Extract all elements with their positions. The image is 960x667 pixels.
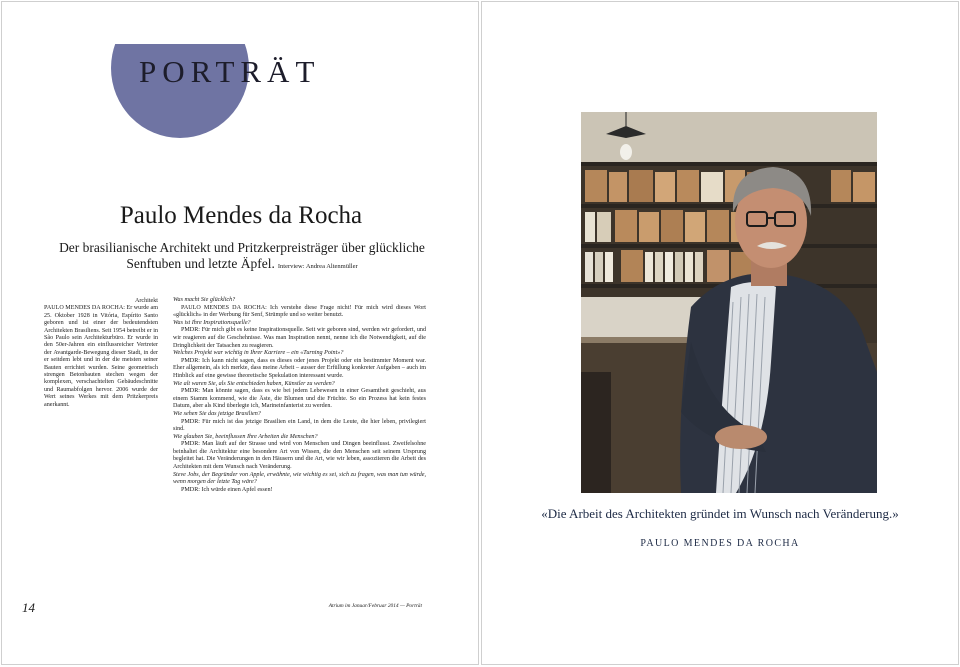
interview-question: Was ist Ihre Inspirationsquelle? xyxy=(173,319,251,326)
interview-question: Wie sehen Sie das jetzige Brasilien? xyxy=(173,410,261,417)
article-title: Paulo Mendes da Rocha xyxy=(119,202,363,229)
interview-answer: PMDR: Ich würde einen Apfel essen! xyxy=(181,486,273,493)
left-page xyxy=(1,1,479,665)
interview-question: Welches Projekt war wichtig in Ihrer Karriere – ein «Turning Point»? xyxy=(173,350,344,357)
section-title: PORTRÄT xyxy=(139,54,321,89)
interview-answer: PMDR: Für mich gibt es keine Inspirationsquelle. Seit wir geboren sind, werden wir gefordert, und wir reagieren auf die Geschehnisse. Was man Inspiration nennt, nenne ich die Notwendigkeit, auf die Dringlichkeit der Tatsachen zu reagieren. xyxy=(173,327,426,349)
interview-answer: PMDR: Man läuft auf der Strasse und wird von Menschen und Dingen beeinflusst. Zweifelsohne beinhaltet die Architektur eine besondere Art von Wissen, die den Menschen seit seinem Ursprung begleitet hat. Die Veränderungen in den Häusern und die Art, wie wir leben, assoziieren die Arbeit des Architekten mit dem Wunsch nach Veränderung. xyxy=(173,441,426,471)
interview-question: Was macht Sie glücklich? xyxy=(173,297,236,303)
interview-answer: PMDR: Für mich ist das jetzige Brasilien ein Land, in dem die Leute, die hier leben, privilegiert sind. xyxy=(173,418,426,433)
interview-question: Steve Jobs, der Begründer von Apple, erwähnte, wie wichtig es sei, sich zu fragen, was man tun würde, wenn morgen der letzte Tag wäre? xyxy=(173,471,426,486)
page-footer: Atrium im Januar/Februar 2014 — Porträt xyxy=(328,603,422,609)
subtitle-text: Der brasilianische Architekt und Pritzkerpreisträger über glückliche Senftuben und letzte Äpfel. xyxy=(59,240,425,271)
pull-quote-author: PAULO MENDES DA ROCHA xyxy=(640,538,800,549)
page-number: 14 xyxy=(22,600,35,615)
interview-credit: Interview: Andrea Altenmüller xyxy=(277,263,358,270)
pull-quote: «Die Arbeit des Architekten gründet im Wunsch nach Veränderung.» xyxy=(541,506,899,521)
interview-answer: PMDR: Ich kann nicht sagen, dass es dieses oder jenes Projekt oder ein bestimmter Moment war. Eher allgemein, als ich merkte, dass meine Arbeit – ausser der Erfüllung konkreter Aufgaben – auch im Hinblick auf eine gewisse theoretische Spekulation interessant wurde. xyxy=(173,357,426,379)
biography-column xyxy=(44,298,158,409)
interview-question: Wie alt waren Sie, als Sie entschieden haben, Künstler zu werden? xyxy=(173,380,335,387)
portrait-photo xyxy=(581,112,877,493)
interview-column xyxy=(173,297,426,494)
interview-answer: PAULO MENDES DA ROCHA: Ich verstehe diese Frage nicht! Für mich wird dieses Wort «glücklich» in der Werbung für Senf, Strümpfe und so weiter benutzt. xyxy=(173,304,426,319)
bio-label: Architekt xyxy=(134,298,158,304)
interview-answer: PMDR: Man könnte sagen, dass es wie bei jedem Lebewesen in einer Gesamtheit geschieht, aus einem Stamm kommend, wie die Äste, die Blumen und die Früchte. So ein Prozess hat kein festes Datum, aber als Kind überlegte ich, Marineinfanterist zu werden. xyxy=(173,388,426,410)
bio-text: PAULO MENDES DA ROCHA: Er wurde am 25. Oktober 1928 in Vitória, Espírito Santo geboren und ist einer der bedeutendsten Architekten Brasiliens. Seit 1954 betreibt er in São Paulo sein Architekturbüro. Er wurde in den 50er-Jahren ein einflussreicher Vertreter der Avantgarde-Bewegung dieser Stadt, in der er seitdem lebt und in der die meisten seiner Bauten errichtet wurden. Seine geometrisch strengen Betonbauten stechen wegen der komplexen, verschachtelten Gebäudeschnitte und Raumabfolgen hervor. 2006 wurde der Wert seines Werkes mit dem Pritzkerpreis anerkannt. xyxy=(44,305,158,408)
portrait-photo-illustration xyxy=(581,112,877,493)
article-subtitle xyxy=(46,240,438,275)
interview-question: Wie glauben Sie, beeinflussen Ihre Arbeiten die Menschen? xyxy=(173,433,318,440)
right-page xyxy=(481,1,959,665)
